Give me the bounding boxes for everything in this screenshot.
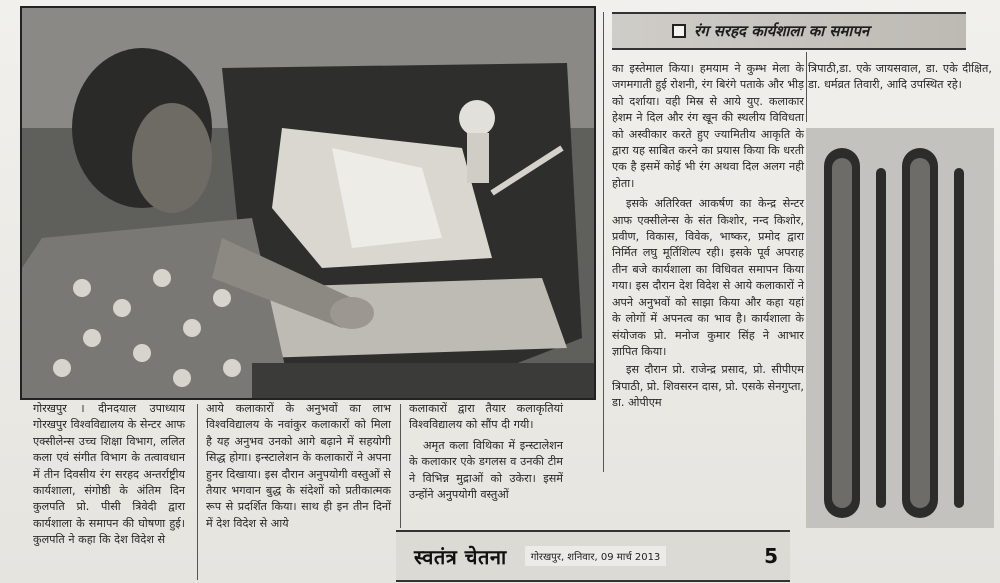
artist-working-photo [22,8,594,398]
article-paragraph: इस दौरान प्रो. राजेन्द्र प्रसाद, प्रो. सीपीएम त्रिपाठी, प्रो. शिवसरन दास, प्रो. एसके सेनगुप्ता, डा. ओपीएम [612,363,804,410]
dateline: गोरखपुर, शनिवार, 09 मार्च 2013 [525,546,667,566]
page-number: 5 [764,544,778,568]
article-paragraph: आये कलाकारों के अनुभवों का लाभ विश्वविद्यालय के नवांकुर कलाकारों को मिला है यह अनुभव उनको आगे बढ़ाने में सहयोगी सिद्ध होगा। इन्स्टालेशन के कलाकारों ने अपना हुनर दिखाया। इस दौरान अनुपयोगी वस्तुओं से तैयार भगवान बुद्ध के संदेशों को प्रतीकात्मक रूप से प्रदर्शित किया। साथ ही इन तीन दिनों में देश विदेश से आये [206,402,391,530]
article-paragraph: त्रिपाठी,डा. एके जायसवाल, डा. एके दीक्षित, डा. धर्मव्रत तिवारी, आदि उपस्थित रहे। [808,62,992,92]
article-column-4 [612,61,804,412]
article-paragraph: कलाकारों द्वारा तैयार कलाकृतियां विश्वविद्यालय को सौंप दी गयी। [409,402,563,432]
column-divider [197,404,198,580]
column-divider [400,404,401,528]
article-column-1 [33,401,185,549]
article-column-2 [206,401,391,532]
article-paragraph: अमृत कला विथिका में इन्स्टालेशन के कलाकार एके डगलस व उनकी टीम ने विभिन्न मुद्राओं को उकेरा। इसमें उन्होंने अनुपयोगी वस्तुओं [409,438,563,502]
article-headline: रंग सरहद कार्यशाला का समापन [694,22,870,40]
article-paragraph: का इस्तेमाल किया। हमयाम ने कुम्भ मेला के जगमगाती हुई रोशनी, रंग बिरंगे पताके और भीड़ को दर्शाया। वही मिस्र से आये युए. कलाकार हेशम ने दिल और रंग खून की स्थलीय विविधता को अस्वीकार करते हुए ज्यामितीय आकृति के द्वारा यह साबित करने का प्रयास किया कि धरती एक है इसमें कोई भी रंग अथवा दिल अलग नही होता। [612,62,804,190]
checkbox-bullet-icon [672,24,686,38]
article-paragraph: इसके अतिरिक्त आकर्षण का केन्द्र सेन्टर आफ एक्सीलेन्स के संत किशोर, नन्द किशोर, प्रवीण, विकास, विवेक, भाष्कर, प्रमोद द्वारा निर्मित लघु मूर्तिशिल्प रही। इसके पूर्व अपराह तीन बजे कार्यशाला का विधिवत समापन किया गया। इस दौरान देश विदेश से आये कलाकारों ने अपने अनुभवों को साझा किया और कहा यहां के लोगों में अपनत्व का भाव है। कार्यशाला के संयोजक प्रो. मनोज कुमार सिंह ने आभार ज्ञापित किया। [612,197,804,358]
newspaper-masthead [396,530,790,582]
column-divider [603,12,604,472]
column-divider [806,52,807,122]
article-column-5 [808,61,992,94]
article-headline-box [612,12,966,50]
article-paragraph: गोरखपुर । दीनदयाल उपाध्याय गोरखपुर विश्वविद्यालय के सेन्टर आफ एक्सीलेन्स उच्च शिक्षा विभाग, ललित कला एवं संगीत विभाग के तत्वावधान में तीन दिवसीय रंग सरहद अन्तर्राष्ट्रीय कार्यशाला, संगोष्ठी के अंतिम दिन कुलपति प्रो. पीसी त्रिवेदी द्वारा कार्यशाला के समापन की घोषणा हुई। कुलपति ने कहा कि देश विदेश से [33,402,185,547]
news-photograph [20,6,596,400]
article-column-3 [409,401,563,503]
pillar-pattern-graphic [806,128,994,528]
newspaper-name: स्वतंत्र चेतना [414,544,507,569]
advertisement-graphic [806,128,994,528]
